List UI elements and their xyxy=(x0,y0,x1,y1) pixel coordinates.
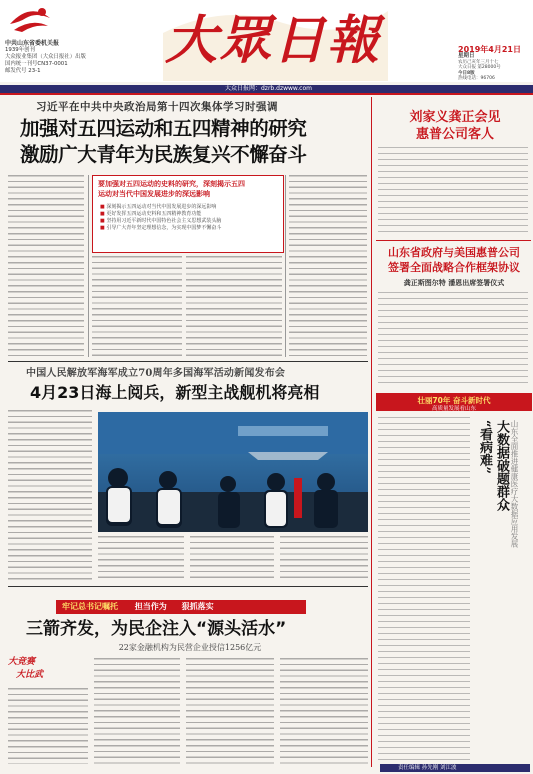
meeting-headline-line-1: 刘家义龚正会见 xyxy=(409,110,501,125)
column-divider xyxy=(285,175,286,357)
lead-headline-line-1: 加强对五四运动和五四精神的研究 xyxy=(20,117,307,140)
lead-headline-line-2: 激励广大青年为民族复兴不懈奋斗 xyxy=(20,143,307,166)
masthead-rule xyxy=(0,93,533,95)
highlight-title-line-1: 要加强对五四运动的史料的研究，深刻揭示五四 xyxy=(98,180,245,188)
column-divider xyxy=(88,175,89,357)
masthead-left-info xyxy=(5,40,93,75)
newspaper-logo xyxy=(6,4,54,38)
right-column-rule xyxy=(371,97,372,767)
info-line: 1939年创刊 xyxy=(5,47,35,53)
lead-kicker: 习近平在中共中央政治局第十四次集体学习时强调 xyxy=(36,101,278,113)
meeting-headline-line-2: 惠普公司客人 xyxy=(415,127,494,142)
navy-press-conference-photo xyxy=(98,412,368,532)
bullet-item: ■ 坚持用习近平新时代中国特色社会主义思想武装头脑 xyxy=(100,218,278,225)
bottom-body-column-4 xyxy=(280,658,368,764)
section-rule xyxy=(8,361,368,362)
navy-body-column-3 xyxy=(190,536,274,580)
series-banner-subtitle: 高质量发展看山东 xyxy=(431,406,476,412)
highlight-bullets xyxy=(100,204,278,232)
bottom-headline: 三箭齐发，为民企注入“源头活水” xyxy=(26,619,287,639)
competition-logo xyxy=(8,654,62,684)
agreement-body xyxy=(378,292,528,388)
series-vertical-kicker: 山东全面推进健康医疗大数据应用发展 xyxy=(510,420,519,548)
section-rule xyxy=(376,240,531,241)
bottom-subhead: 22家金融机构为民营企业授信1256亿元 xyxy=(118,643,262,652)
logo-line: 大竞赛 xyxy=(8,657,36,667)
bottom-body-column-1 xyxy=(8,688,88,764)
issue-date: 2019年4月21日 xyxy=(458,45,521,54)
masthead-right-info xyxy=(458,54,528,82)
series-headline-line-1: 大数据破题群众 xyxy=(494,420,509,511)
navy-headline: 4月23日海上阅兵，新型主战舰机将亮相 xyxy=(30,383,320,402)
info-line: 星期日 xyxy=(458,53,475,59)
agreement-subhead: 龚正斯图尔特 潘恩出席签署仪式 xyxy=(403,278,505,287)
info-line: 农历己亥年三月十七 xyxy=(458,59,499,65)
website-link[interactable]: 大众日报网：dzrb.dzwww.com xyxy=(225,85,312,92)
banner-part: 狠抓落实 xyxy=(181,602,214,611)
bottom-body-column-2 xyxy=(94,658,180,764)
navy-kicker: 中国人民解放军海军成立70周年多国海军活动新闻发布会 xyxy=(26,368,286,379)
info-line: 热线电话：96706 xyxy=(458,76,495,82)
lead-body-column-4 xyxy=(289,175,367,357)
series-banner-title: 壮丽70年 奋斗新时代 xyxy=(417,396,491,405)
campaign-banner-text xyxy=(62,601,306,613)
footer-editors: 责任编辑 孙先刚 刘江波 xyxy=(398,765,457,771)
lead-body-column-2 xyxy=(92,256,182,356)
bullet-item: ■ 更好发挥五四运动史料和五四精神教育功能 xyxy=(100,211,278,218)
info-line: 中共山东省委机关报 xyxy=(5,40,60,47)
info-line: 大众日报 第28000号 xyxy=(458,65,501,71)
navy-body-column-4 xyxy=(280,536,368,580)
bullet-item: ■ 引导广大青年坚定理想信念，为实现中国梦不懈奋斗 xyxy=(100,225,278,232)
navy-body-column-2 xyxy=(98,536,184,580)
logo-line: 大比武 xyxy=(16,670,44,680)
info-line: 国内统一刊号CN37-0001 xyxy=(5,61,68,67)
series-body xyxy=(378,417,470,762)
bullet-item: ■ 深刻揭示五四运动对当代中国发展进步的深远影响 xyxy=(100,204,278,211)
bottom-body-column-3 xyxy=(186,658,274,764)
series-headline-line-2: “看病难” xyxy=(477,420,492,474)
masthead-title: 大眾日報 xyxy=(165,10,382,71)
lead-body-column-1 xyxy=(8,175,84,357)
info-line: 大众报业集团（大众日报社）出版 xyxy=(5,54,86,60)
meeting-body xyxy=(378,147,528,237)
banner-part: 牢记总书记嘱托 xyxy=(62,602,118,611)
agreement-headline-line-1: 山东省政府与美国惠普公司 xyxy=(388,246,520,259)
info-line: 今日8版 xyxy=(458,70,475,76)
section-rule xyxy=(8,586,368,587)
lead-body-column-3 xyxy=(186,256,282,356)
navy-body-column-1 xyxy=(8,410,92,580)
info-line: 邮发代号 23-1 xyxy=(5,68,41,74)
banner-part: 担当作为 xyxy=(134,602,167,611)
agreement-headline-line-2: 签署全面战略合作框架协议 xyxy=(388,261,520,274)
highlight-title-line-2: 运动对当代中国发展进步的深远影响 xyxy=(98,190,210,198)
